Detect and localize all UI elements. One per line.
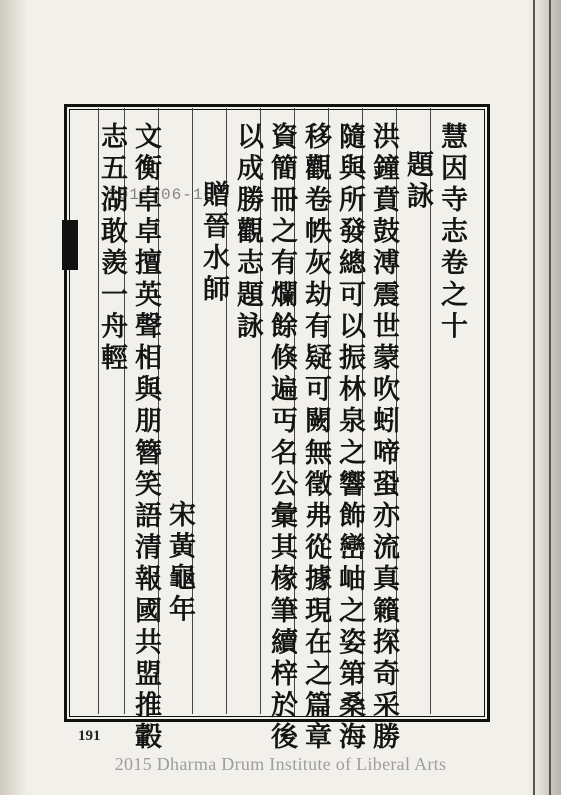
text-column: 洪鐘賁鼓溥震世蒙吹蚓啼蛩亦流真籟探奇采勝 (368, 122, 399, 754)
text-column: 以成勝觀志題詠 (232, 122, 263, 344)
poem-title: 贈晉水師 (198, 180, 229, 307)
page-number: 191 (78, 728, 101, 744)
poem-line: 志五湖敢羨一舟輕 (96, 122, 127, 375)
page-edge (527, 0, 561, 795)
poem-line: 文衡卓卓擅英聲相與朋簪笑語清報國共盟推轂 (130, 122, 161, 754)
text-column: 隨與所發總可以振林泉之響飾巒岫之姿第桑海 (334, 122, 365, 754)
section-heading: 題詠 (402, 150, 433, 214)
text-column: 移觀卷帙灰劫有疑可闕無徵弗從據現在之篇章 (300, 122, 331, 754)
page-gutter (0, 0, 28, 795)
date-stamp: 2013-06-16 (108, 186, 215, 204)
fold-marker (62, 220, 78, 270)
poem-author: 宋黃龜年 (164, 500, 195, 627)
volume-title: 慧因寺志卷之十 (436, 122, 467, 344)
watermark: 2015 Dharma Drum Institute of Liberal Arts (114, 754, 447, 774)
text-column: 資簡冊之有爛餘倏遍丏名公彙其椽筆續梓於後 (266, 122, 297, 754)
